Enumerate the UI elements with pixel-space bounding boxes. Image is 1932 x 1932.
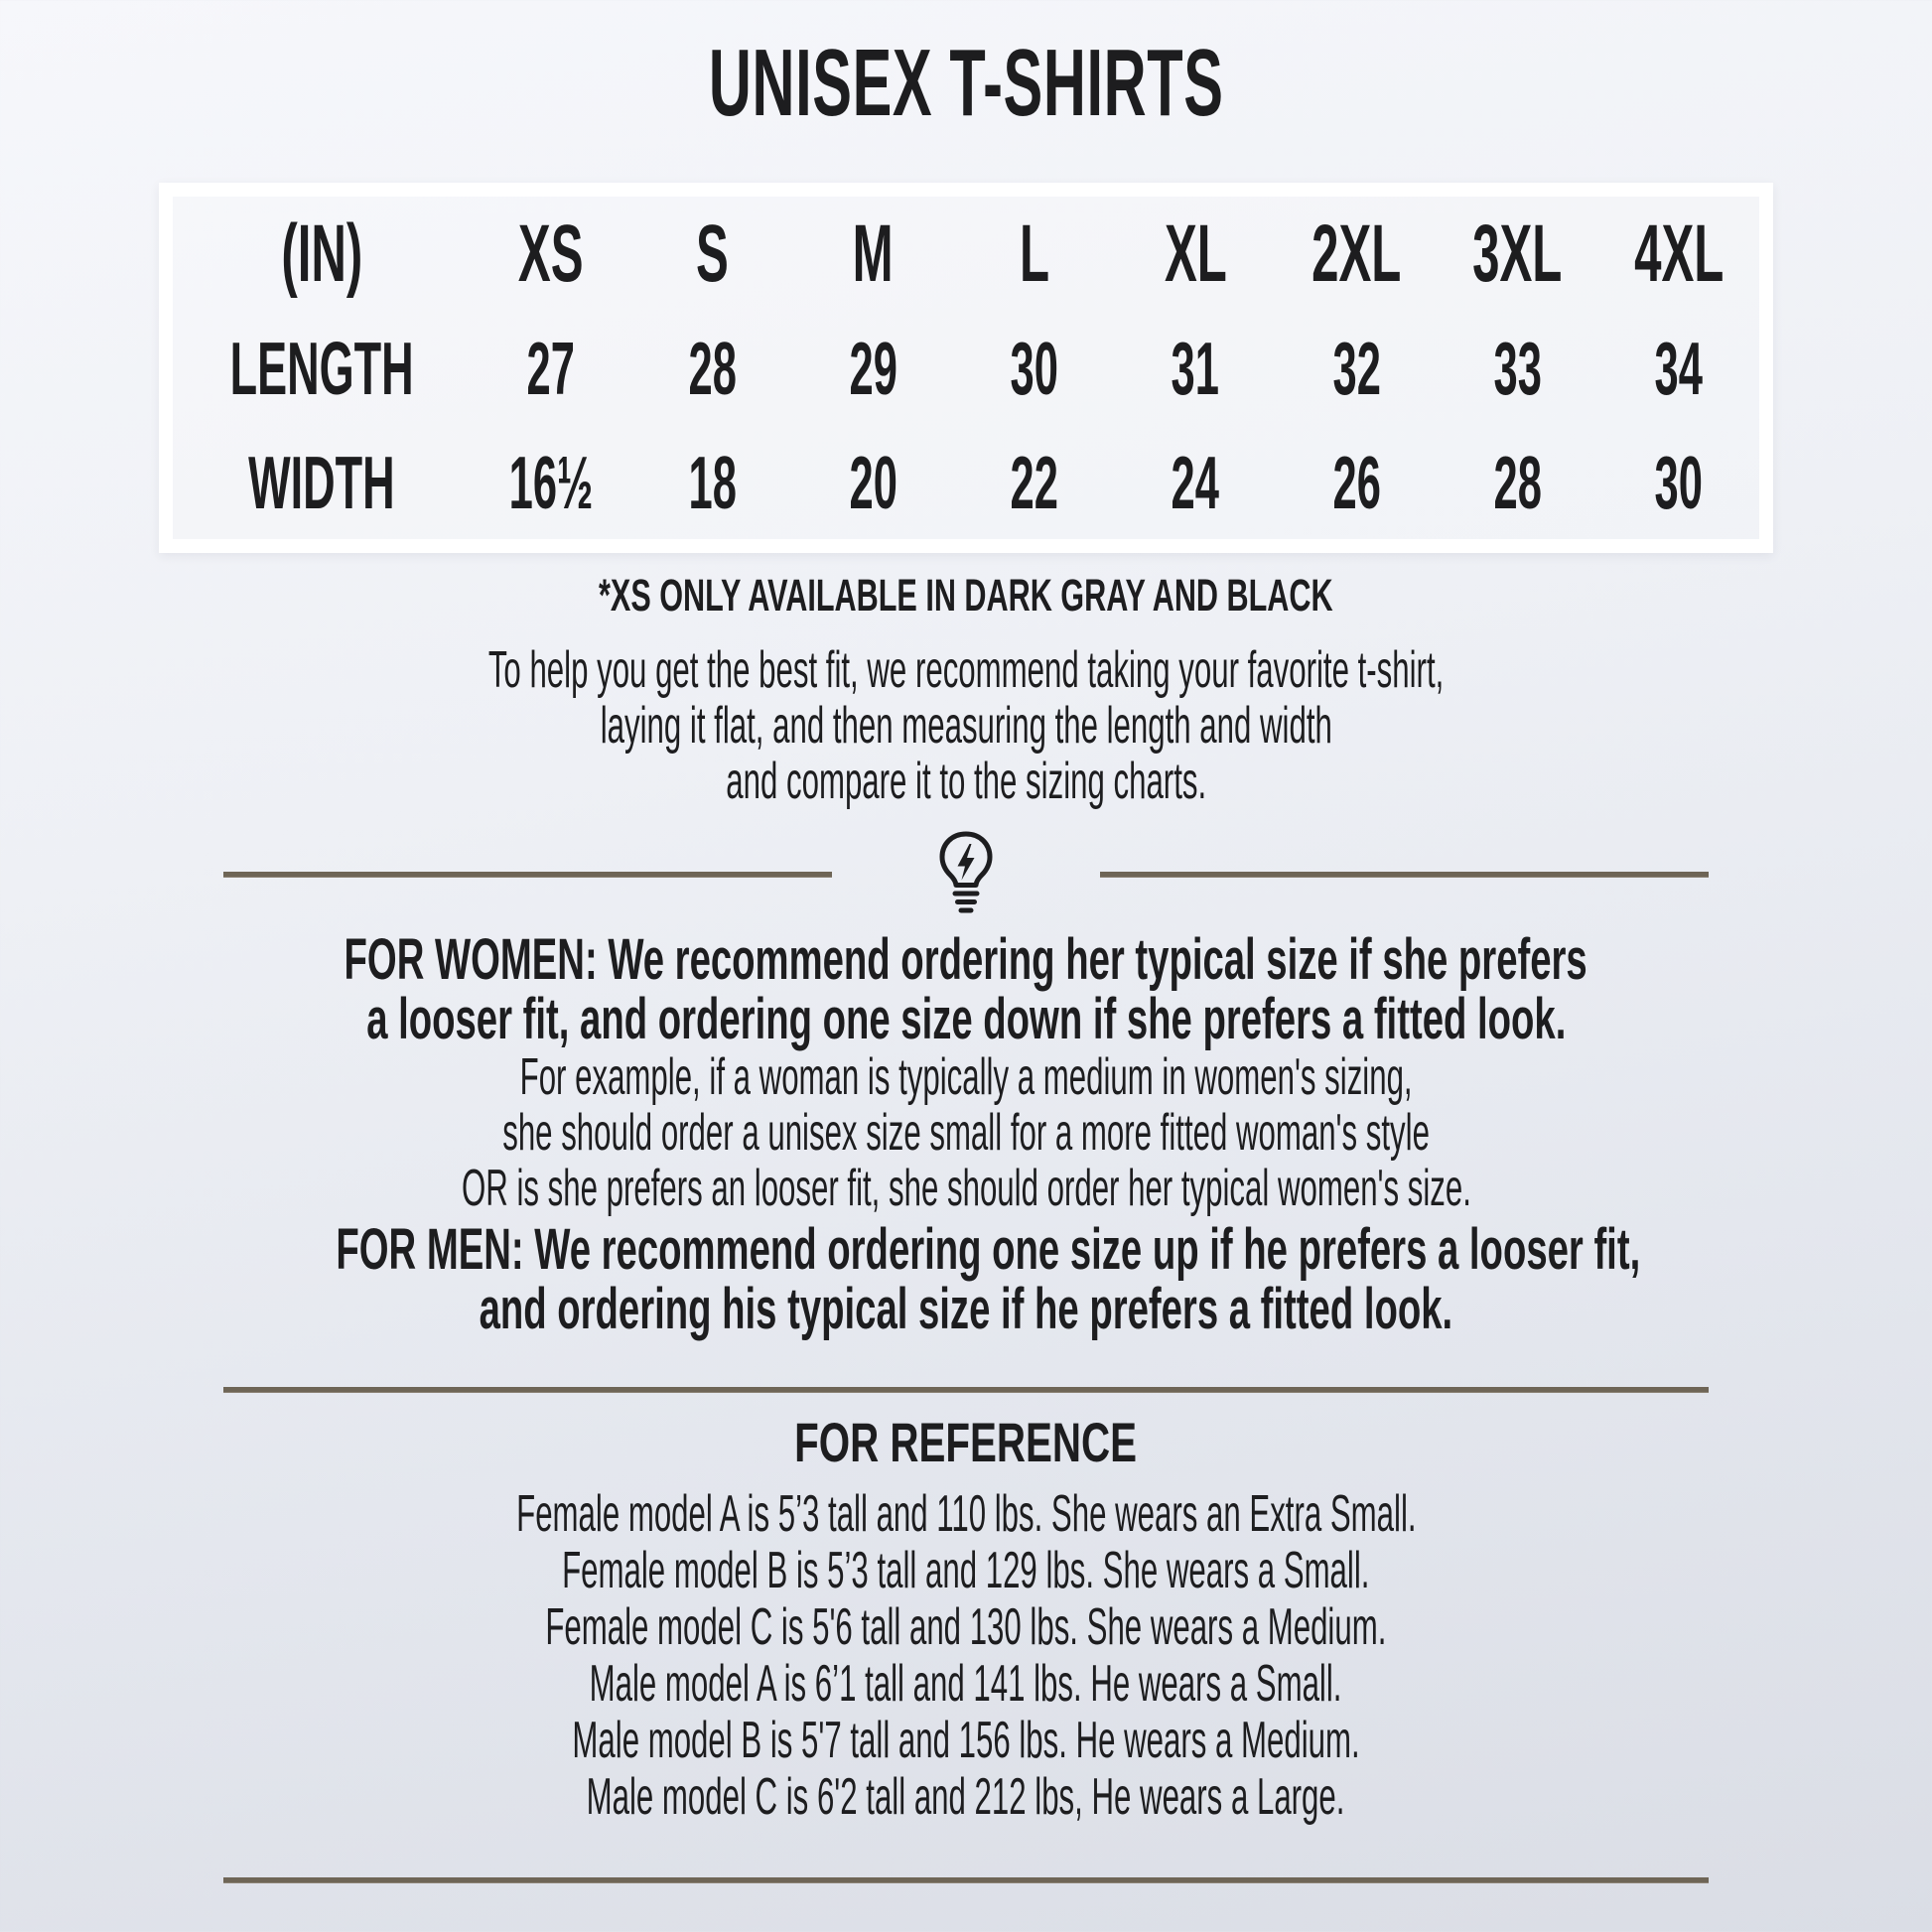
xs-availability-note: *XS ONLY AVAILABLE IN DARK GRAY AND BLACK	[599, 570, 1333, 621]
divider-rule-right	[1100, 872, 1709, 878]
size-table-cell: 20	[849, 440, 897, 524]
size-table-cell: 30	[1654, 440, 1704, 524]
size-table-row-label: WIDTH	[248, 440, 395, 524]
women-example-line: OR is she prefers an looser fit, she should order her typical women's size.	[461, 1160, 1471, 1217]
lightbulb-icon	[931, 829, 1001, 920]
reference-line: Male model A is 6’1 tall and 141 lbs. He wears a Small.	[590, 1655, 1342, 1713]
size-table-cell: 18	[688, 440, 737, 524]
reference-heading: FOR REFERENCE	[794, 1411, 1138, 1473]
reference-line: Male model C is 6'2 tall and 212 lbs, He wears a Large.	[587, 1768, 1345, 1826]
size-table-col-header: M	[853, 207, 895, 299]
women-recommendation-line: FOR WOMEN: We recommend ordering her typical size if she prefers	[344, 927, 1588, 992]
fit-help-line: and compare it to the sizing charts.	[726, 753, 1206, 810]
size-table-col-header: L	[1019, 207, 1049, 299]
size-table-cell: 22	[1010, 440, 1059, 524]
women-example-line: For example, if a woman is typically a medium in women's sizing,	[519, 1048, 1413, 1106]
fit-help-line: To help you get the best fit, we recommend taking your favorite t-shirt,	[487, 641, 1445, 699]
reference-line: Female model B is 5’3 tall and 129 lbs. She wears a Small.	[562, 1542, 1370, 1599]
women-example	[0, 1049, 1932, 1216]
size-table-cell: 29	[849, 326, 897, 410]
divider-rule-middle	[223, 1387, 1709, 1393]
size-table-col-header: S	[695, 207, 729, 299]
fit-help-line: laying it flat, and then measuring the length and width	[600, 697, 1332, 755]
size-table-col-header: 2XL	[1311, 207, 1402, 299]
size-table-cell: 31	[1171, 326, 1220, 410]
size-table-cell: 28	[688, 326, 737, 410]
size-table-col-header: 4XL	[1633, 207, 1724, 299]
men-recommendation-line: FOR MEN: We recommend ordering one size up if he prefers a looser fit,	[336, 1217, 1641, 1282]
tip-divider-row	[223, 827, 1709, 922]
size-table-col-header: XL	[1164, 207, 1227, 299]
reference-line: Male model B is 5'7 tall and 156 lbs. He wears a Medium.	[572, 1712, 1360, 1769]
page-title	[0, 30, 1932, 136]
size-table-cell: 24	[1171, 440, 1220, 524]
size-table-cell: 33	[1493, 326, 1542, 410]
men-recommendation-line: and ordering his typical size if he prefers a fitted look.	[479, 1277, 1453, 1341]
size-table-unit-header: (IN)	[281, 207, 362, 299]
reference-line: Female model A is 5’3 tall and 110 lbs. She wears an Extra Small.	[515, 1485, 1417, 1543]
page-title-text: UNISEX T-SHIRTS	[708, 30, 1224, 136]
size-table-cell: 28	[1493, 440, 1542, 524]
size-table	[173, 197, 1759, 539]
size-table-cell: 32	[1332, 326, 1381, 410]
reference-list	[0, 1486, 1932, 1826]
size-table-row-label: LENGTH	[229, 326, 414, 410]
women-example-line: she should order a unisex size small for a more fitted woman's style	[502, 1104, 1430, 1162]
women-recommendation-line: a looser fit, and ordering one size down if she prefers a fitted look.	[365, 987, 1567, 1051]
size-table-col-header: XS	[518, 207, 584, 299]
men-recommendation	[0, 1217, 1932, 1341]
size-table-cell: 30	[1010, 326, 1059, 410]
divider-rule-bottom	[223, 1877, 1709, 1883]
divider-rule-left	[223, 872, 832, 878]
size-table-col-header: 3XL	[1472, 207, 1563, 299]
size-table-cell: 34	[1654, 326, 1704, 410]
size-table-cell: 27	[526, 326, 576, 410]
size-table-cell: 16½	[508, 440, 594, 524]
fit-help-paragraph	[0, 642, 1932, 809]
reference-line: Female model C is 5'6 tall and 130 lbs. She wears a Medium.	[545, 1598, 1387, 1656]
women-recommendation	[0, 927, 1932, 1051]
size-table-cell: 26	[1332, 440, 1381, 524]
size-table-frame	[159, 183, 1773, 553]
